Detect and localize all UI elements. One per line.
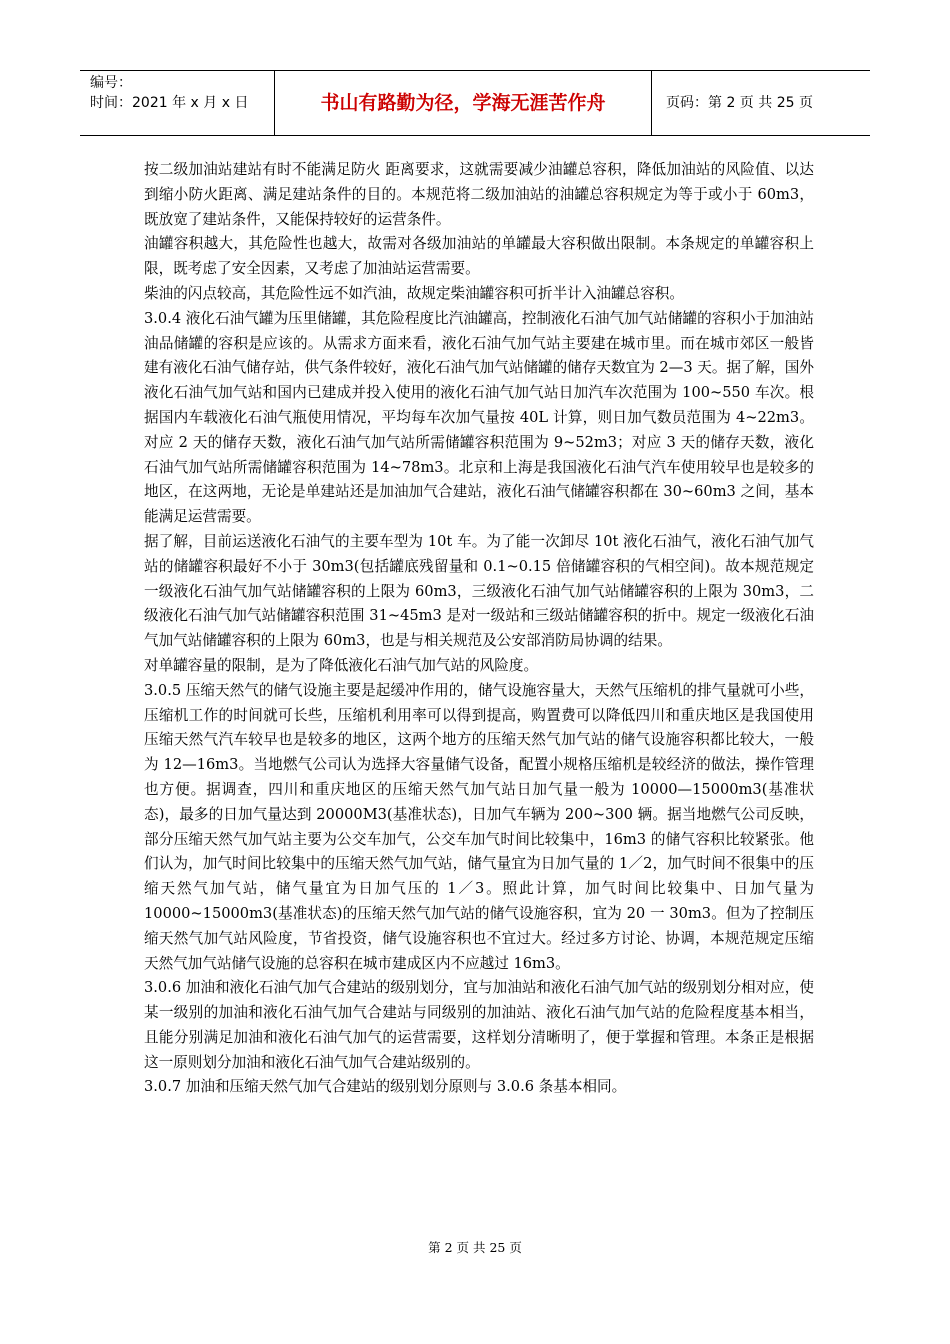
paragraph: 据了解，目前运送液化石油气的主要车型为 10t 车。为了能一次卸尽 10t 液化石油气，液化石油气加气站的储罐容积最好不小于 30m3(包括罐底残留量和 0.1~0.15 倍储罐容积的气相空间)。故本规范规定一级液化石油气加气站储罐容积的上限为 60m3，三级液化石油气加气站储罐容积的上限为 30m3，二级液化石油气加气站储罐容积范围 31~45m3 是对一级站和三级站储罐容积的折中。规定一级液化石油气加气站储罐容积的上限为 60m3，也是与相关规范及公安部消防局协调的结果。	[144, 532, 814, 650]
paragraph: 按二级加油站建站有时不能满足防火 距离要求，这就需要减少油罐总容积，降低加油站的风险值、以达 到缩小防火距离、满足建站条件的目的。本规范将二级加油站的油罐总容积规定为等于或小于 60m3，既放宽了建站条件，又能保持较好的运营条件。	[144, 161, 814, 228]
document-body	[144, 158, 814, 1100]
page-footer: 第 2 页 共 25 页	[428, 1240, 522, 1255]
paragraph: 对单罐容量的限制，是为了降低液化石油气加气站的风险度。	[144, 656, 539, 674]
paragraph-3-0-7: 3.0.7 加油和压缩天然气加气合建站的级别划分原则与 3.0.6 条基本相同。	[144, 1078, 627, 1096]
header-meta	[80, 71, 274, 135]
paragraph-3-0-4: 3.0.4 液化石油气罐为压里储罐，其危险程度比汽油罐高，控制液化石油气加气站储罐的容积小于加油站油品储罐的容积是应该的。从需求方面来看，液化石油气加气站主要建在城市里。而在城市郊区一般皆建有液化石油气储存站，供气条件较好，液化石油气加气站储罐的储存天数宜为 2—3 天。据了解，国外液化石油气加气站和国内已建成并投入使用的液化石油气加气站日加汽车次范围为 100~550 车次。根据国内车载液化石油气瓶使用情况，平均每车次加气量按 40L 计算，则日加气数员范围为 4~22m3。对应 2 天的储存天数，液化石油气加气站所需储罐容积范围为 9~52m3；对应 3 天的储存天数，液化石油气加气站所需储罐容积范围为 14~78m3。北京和上海是我国液化石油气汽车使用较早也是较多的地区，在这两地，无论是单建站还是加油加气合建站，液化石油气储罐容积都在 30~60m3 之间，基本能满足运营需要。	[144, 309, 814, 526]
paragraph: 柴油的闪点较高，其危险性远不如汽油，故规定柴油罐容积可折半计入油罐总容积。	[144, 284, 684, 302]
paragraph-3-0-5: 3.0.5 压缩天然气的储气设施主要是起缓冲作用的，储气设施容量大，天然气压缩机的排气量就可小些，压缩机工作的时间就可长些，压缩机利用率可以得到提高，购置费可以降低四川和重庆地区是我国使用压缩天然气汽车较早也是较多的地区，这两个地方的压缩天然气加气站的储气设施容积都比较大，一般为 12—16m3。当地燃气公司认为选择大容量储气设备，配置小规格压缩机是较经济的做法，操作管理也方便。据调查，四川和重庆地区的压缩天然气加气站日加气量一般为 10000—15000m3(基准状态)，最多的日加气量达到 20000M3(基准状态)，日加气车辆为 200~300 辆。据当地燃气公司反映，部分压缩天然气加气站主要为公交车加气，公交车加气时间比较集中，16m3 的储气容积比较紧张。他们认为，加气时间比较集中的压缩天然气加气站，储气量宜为日加气量的 1／2，加气时间不很集中的压缩天然气加气站，储气量宜为日加气压的 1／3。照此计算，加气时间比较集中、日加气量为 10000~15000m3(基准状态)的压缩天然气加气站的储气设施容积，宜为 20 一 30m3。但为了控制压缩天然气加气站风险度，节省投资，储气设施容积也不宜过大。经过多方讨论、协调，本规范规定压缩天然气加气站储气设施的总容积在城市建成区内不应越过 16m3。	[144, 681, 814, 972]
page-header	[80, 70, 870, 136]
header-page-info: 页码：第 2 页 共 25 页	[666, 95, 813, 111]
header-motto: 书山有路勤为径，学海无涯苦作舟	[274, 71, 652, 135]
date-label: 时间：2021 年 x 月 x 日	[90, 95, 249, 111]
paragraph-3-0-6: 3.0.6 加油和液化石油气加气合建站的级别划分，宜与加油站和液化石油气加气站的级别划分相对应，使某一级别的加油和液化石油气加气合建站与同级别的加油站、液化石油气加气站的危险程度基本相当，且能分别满足加油和液化石油气加气的运营需要，这样划分清晰明了，便于掌握和管理。本条正是根据这一原则划分加油和液化石油气加气合建站级别的。	[144, 979, 814, 1071]
paragraph: 油罐容积越大，其危险性也越大，故需对各级加油站的单罐最大容积做出限制。本条规定的单罐容积上限，既考虑了安全因素，又考虑了加油站运营需要。	[144, 235, 814, 278]
doc-number-label: 编号：	[90, 75, 132, 91]
